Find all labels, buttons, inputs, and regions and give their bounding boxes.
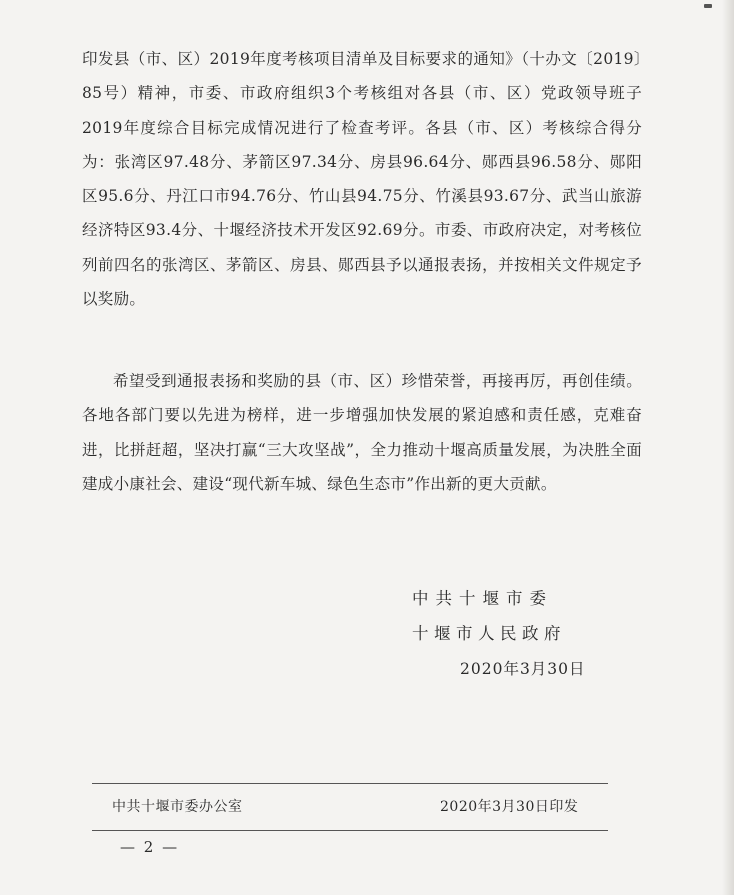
signature-org-1: 中共十堰市委 bbox=[412, 589, 553, 608]
body-paragraph-2: 希望受到通报表扬和奖励的县（市、区）珍惜荣誉，再接再厉，再创佳绩。各地各部门要以先进为榜样，进一步增强加快发展的紧迫感和责任感，克难奋进，比拼赶超，坚决打赢“三大攻坚战”，全力推动十堰高质量发展，为决胜全面建成小康社会、建设“现代新车城、绿色生态市”作出新的更大贡献。 bbox=[82, 372, 642, 493]
page-edge bbox=[722, 0, 734, 895]
body-paragraph-1: 印发县（市、区）2019年度考核项目清单及目标要求的通知》（十办文〔2019〕85号）精神，市委、市政府组织3个考核组对各县（市、区）党政领导班子2019年度综合目标完成情况进行了检查考评。各县（市、区）考核综合得分为：张湾区97.48分、茅箭区97.34分、房县96.64分、郧西县96.58分、郧阳区95.6分、丹江口市94.76分、竹山县94.75分、竹溪县93.67分、武当山旅游经济特区93.4分、十堰经济技术开发区92.69分。市委、市政府决定，对考核位列前四名的张湾区、茅箭区、房县、郧西县予以通报表扬，并按相关文件规定予以奖励。 bbox=[82, 50, 642, 309]
footer-bottom-rule bbox=[92, 830, 608, 831]
footer-issuer: 中共十堰市委办公室 bbox=[112, 799, 243, 815]
footer-print-date: 2020年3月30日印发 bbox=[440, 799, 579, 815]
signature-org-2: 十堰市人民政府 bbox=[412, 624, 566, 643]
scan-mark bbox=[704, 4, 712, 8]
page-number: — 2 — bbox=[120, 838, 180, 856]
signature-date: 2020年3月30日 bbox=[460, 660, 586, 678]
footer-top-rule bbox=[92, 783, 608, 784]
